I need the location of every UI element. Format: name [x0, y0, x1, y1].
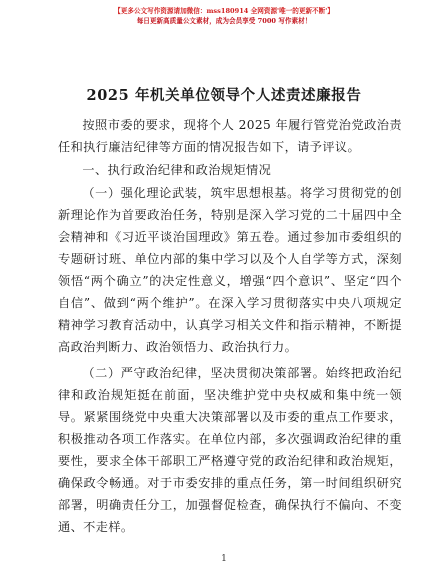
intro-paragraph: 按照市委的要求，现将个人 2025 年履行管党治党政治责任和执行廉洁纪律等方面的情况报告如下，请予评议。 — [58, 118, 402, 154]
banner-line-1: 【更多公文写作资源请加微信：mss180914 全网资源'唯一的更新不断'】 — [114, 7, 334, 15]
body-paragraph: （二）严守政治纪律，坚决贯彻决策部署。始终把政治纪律和政治规矩挺在前面，坚决维护党中央权威和集中统一领导。紧紧围绕党中央重大决策部署以及市委的重点工作要求，积极推动各项工作落实。在单位内部，多次强调政治纪律的重要性，要求全体干部职工严格遵守党的政治纪律和政治规矩，确保政令畅通。对于市委安排的重点任务，第一时间组织研究部署，明确责任分工，加强督促检查，确保执行不偏向、不变通、不走样。 — [58, 366, 402, 534]
banner-line-2: 每日更新高质量公文素材，成为会员享受 7000 写作素材！ — [136, 17, 312, 25]
body-paragraph: （一）强化理论武装，筑牢思想根基。将学习贯彻党的创新理论作为首要政治任务，特别是深入学习党的二十届四中全会精神和《习近平谈治国理政》第五卷。通过参加市委组织的专题研讨班、单位内部的集中学习以及个人自学等方式，深刻领悟“两个确立”的决定性意义，增强“四个意识”、坚定“四个自信”、做到“两个维护”。在深入学习贯彻落实中央八项规定精神学习教育活动中，认真学习相关文件和指示精神，不断提高政治判断力、政治领悟力、政治执行力。 — [58, 186, 402, 354]
document-body — [58, 114, 402, 538]
section-heading: 一、执行政治纪律和政治规矩情况 — [82, 163, 272, 177]
header-banner — [0, 6, 448, 26]
document-title: 2025 年机关单位领导个人述责述廉报告 — [86, 87, 362, 104]
page-number: 1 — [221, 554, 227, 564]
